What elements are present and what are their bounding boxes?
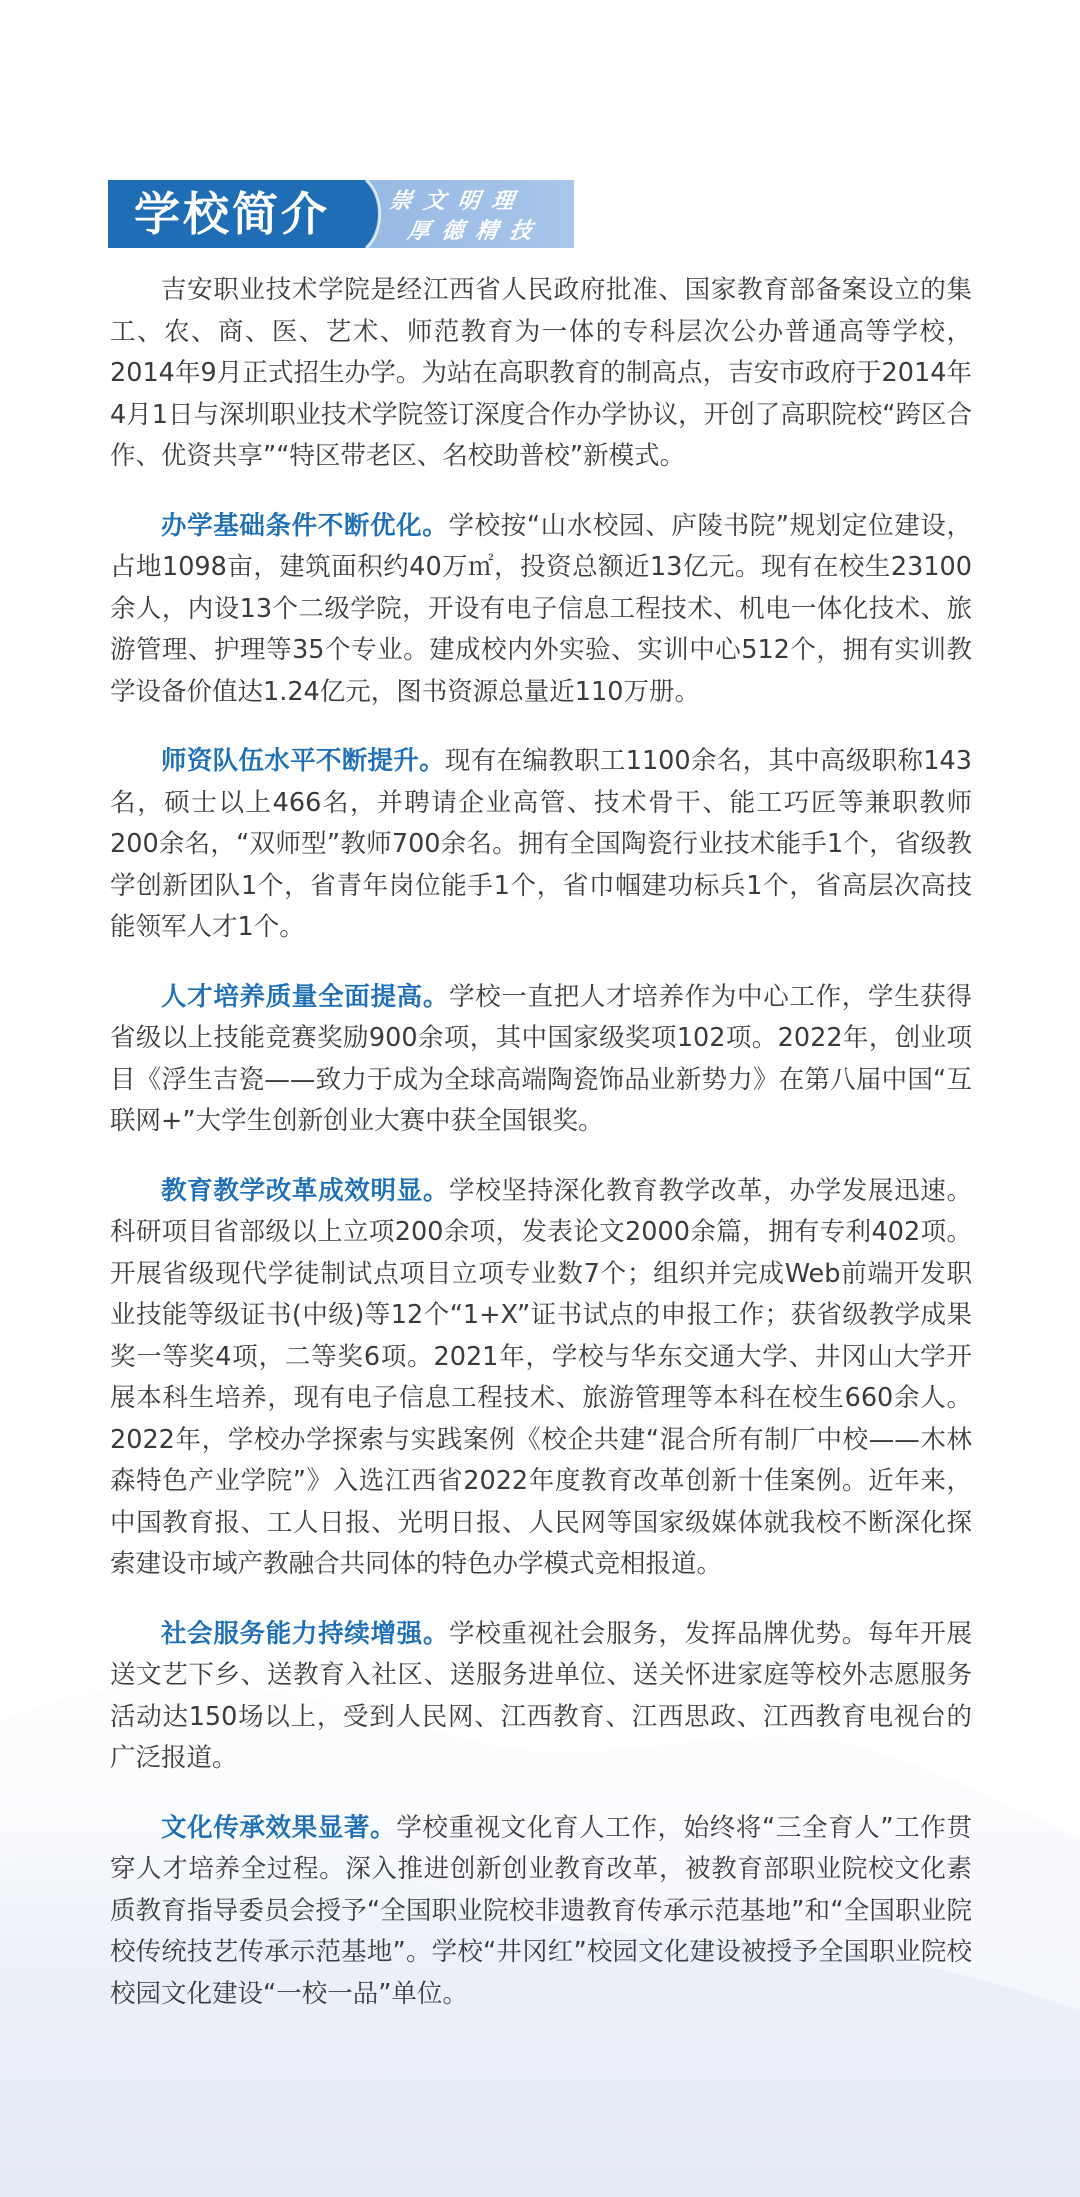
section-lead: 办学基础条件不断优化。 <box>161 510 449 541</box>
motto-line-2: 厚德精技 <box>405 218 546 244</box>
page-title: 学校简介 <box>134 187 330 241</box>
intro-paragraph: 吉安职业技术学院是经江西省人民政府批准、国家教育部备案设立的集工、农、商、医、艺术、师范教育为一体的专科层次公办普通高等学校，2014年9月正式招生办学。为站在高职教育的制高点，吉安市政府于2014年4月1日与深圳职业技术学院签订深度合作办学协议，开创了高职院校“跨区合作、优资共享”“特区带老区、名校助普校”新模式。 <box>110 275 972 471</box>
section-paragraph <box>110 1808 972 2016</box>
section-lead: 师资队伍水平不断提升。 <box>161 746 445 776</box>
section-lead: 教育教学改革成效明显。 <box>161 1175 450 1206</box>
section-text: 学校坚持深化教育教学改革，办学发展迅速。科研项目省部级以上立项200余项，发表论文2000余篇，拥有专利402项。开展省级现代学徒制试点项目立项专业数7个；组织并完成Web前端开发职业技能等级证书(中级)等12个“1+X”证书试点的申报工作；获省级教学成果奖一等奖4项，二等奖6项。2021年，学校与华东交通大学、井冈山大学开展本科生培养，现有电子信息工程技术、旅游管理等本科在校生660余人。2022年，学校办学探索与实践案例《校企共建“混合所有制厂中校——木林森特色产业学院”》入选江西省2022年度教育改革创新十佳案例。近年来，中国教育报、工人日报、光明日报、人民网等国家级媒体就我校不断深化探索建设市域产教融合共同体的特色办学模式竞相报道。 <box>110 1175 972 1579</box>
section-paragraph <box>110 506 972 714</box>
section-lead: 社会服务能力持续增强。 <box>161 1618 450 1649</box>
section-paragraph <box>110 1614 972 1780</box>
section-paragraph <box>110 1171 972 1586</box>
section-lead: 人才培养质量全面提高。 <box>161 981 450 1012</box>
section-text: 学校重视社会服务，发挥品牌优势。每年开展送文艺下乡、送教育入社区、送服务进单位、送关怀进家庭等校外志愿服务活动达150场以上，受到人民网、江西教育、江西思政、江西教育电视台的广泛报道。 <box>110 1618 972 1773</box>
section-header <box>108 180 574 248</box>
section-paragraph <box>110 977 972 1143</box>
section-text: 学校重视文化育人工作，始终将“三全育人”工作贯穿人才培养全过程。深入推进创新创业教育改革，被教育部职业院校文化素质教育指导委员会授予“全国职业院校非遗教育传承示范基地”和“全国职业院校传统技艺传承示范基地”。学校“井冈红”校园文化建设被授予全国职业院校校园文化建设“一校一品”单位。 <box>110 1812 972 2009</box>
section-paragraph <box>110 741 972 949</box>
section-text: 学校一直把人才培养作为中心工作，学生获得省级以上技能竞赛奖励900余项，其中国家级奖项102项。2022年，创业项目《浮生吉瓷——致力于成为全球高端陶瓷饰品业新势力》在第八届中国“互联网+”大学生创新创业大赛中获全国银奖。 <box>110 981 972 1136</box>
motto-line-1: 崇文明理 <box>387 188 528 214</box>
section-text: 学校按“山水校园、庐陵书院”规划定位建设，占地1098亩，建筑面积约40万㎡，投资总额近13亿元。现有在校生23100余人，内设13个二级学院，开设有电子信息工程技术、机电一体化技术、旅游管理、护理等35个专业。建成校内外实验、实训中心512个，拥有实训教学设备价值达1.24亿元，图书资源总量近110万册。 <box>110 510 972 707</box>
section-text: 现有在编教职工1100余名，其中高级职称143名，硕士以上466名，并聘请企业高管、技术骨干、能工巧匠等兼职教师200余名，“双师型”教师700余名。拥有全国陶瓷行业技术能手1个，省级教学创新团队1个，省青年岗位能手1个，省巾帼建功标兵1个，省高层次高技能领军人才1个。 <box>110 746 972 942</box>
article-body <box>110 270 972 2043</box>
section-lead: 文化传承效果显著。 <box>161 1812 397 1843</box>
